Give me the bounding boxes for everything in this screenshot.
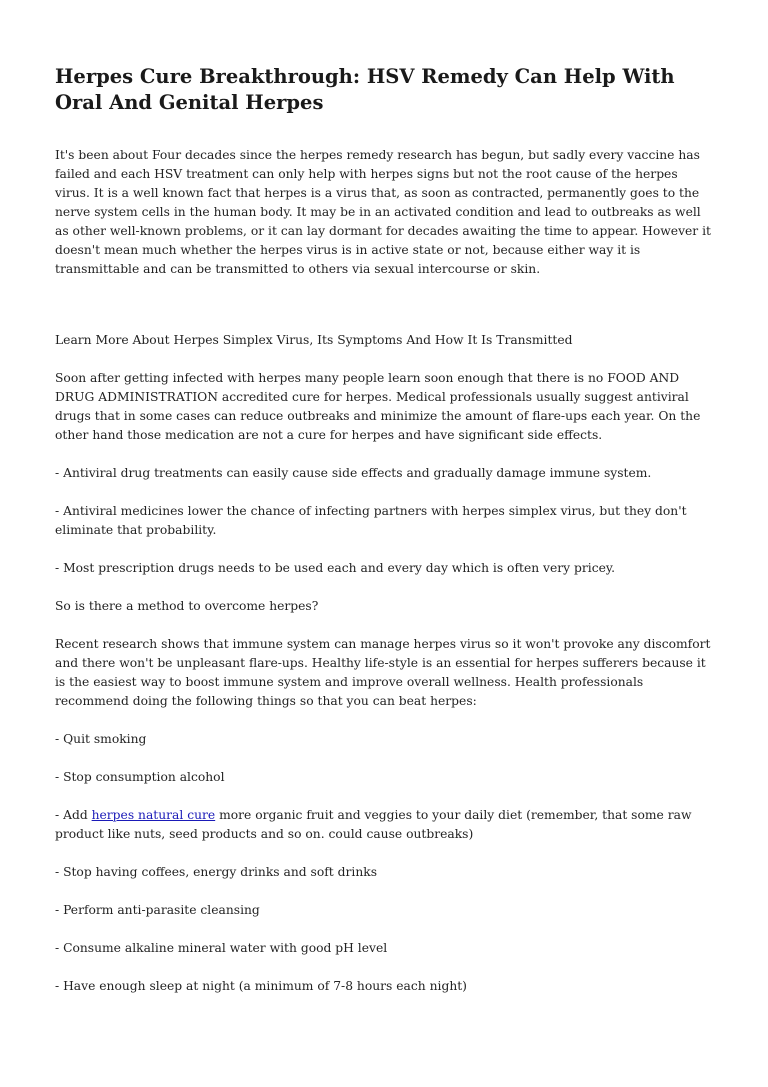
tip-add-prefix: - Add xyxy=(55,808,92,822)
tip-sleep: - Have enough sleep at night (a minimum of 7-8 hours each night) xyxy=(55,979,467,993)
tip-alkaline-water: - Consume alkaline mineral water with good pH level xyxy=(55,941,388,955)
bullet-side-effects: - Antiviral drug treatments can easily cause side effects and gradually damage immune system. xyxy=(55,466,652,480)
subheading: Learn More About Herpes Simplex Virus, Its Symptoms And How It Is Transmitted xyxy=(55,333,573,347)
herpes-natural-cure-link[interactable]: herpes natural cure xyxy=(91,808,216,822)
article-title: Herpes Cure Breakthrough: HSV Remedy Can Help With Oral And Genital Herpes xyxy=(55,65,675,114)
tip-add-suffix: more organic fruit and veggies to your daily diet (remember, that some raw product like nuts, seed products and so on. could cause outbreaks) xyxy=(55,808,692,841)
tip-stop-alcohol: - Stop consumption alcohol xyxy=(55,770,225,784)
bullet-pricey: - Most prescription drugs needs to be used each and every day which is often very pricey. xyxy=(55,561,616,575)
tip-cleansing: - Perform anti-parasite cleansing xyxy=(55,903,260,917)
tip-stop-coffee: - Stop having coffees, energy drinks and soft drinks xyxy=(55,865,378,879)
question-line: So is there a method to overcome herpes? xyxy=(55,599,319,613)
intro-paragraph: It's been about Four decades since the herpes remedy research has begun, but sadly every vaccine has failed and each HSV treatment can only help with herpes signs but not the root cause of the herpes virus. It is a well known fact that herpes is a virus that, as soon as contracted, permanently goes to the nerve system cells in the human body. It may be in an activated condition and lead to outbreaks as well as other well-known problems, or it can lay dormant for decades awaiting the time to appear. However it doesn't mean much whether the herpes virus is in active state or not, because either way it is transmittable and can be transmitted to others via sexual intercourse or skin. xyxy=(55,148,711,276)
tip-add-fruit xyxy=(55,806,715,844)
document-page xyxy=(55,64,715,996)
tip-quit-smoking: - Quit smoking xyxy=(55,732,147,746)
fda-paragraph: Soon after getting infected with herpes many people learn soon enough that there is no FOOD AND DRUG ADMINISTRATION accredited cure for herpes. Medical professionals usually suggest antiviral drugs that in some cases can reduce outbreaks and minimize the amount of flare-ups each year. On the other hand those medication are not a cure for herpes and have significant side effects. xyxy=(55,371,701,442)
research-paragraph: Recent research shows that immune system can manage herpes virus so it won't provoke any discomfort and there won't be unpleasant flare-ups. Healthy life-style is an essential for herpes sufferers because it is the easiest way to boost immune system and improve overall wellness. Health professionals recommend doing the following things so that you can beat herpes: xyxy=(55,637,711,708)
bullet-partners: - Antiviral medicines lower the chance of infecting partners with herpes simplex virus, but they don't eliminate that probability. xyxy=(55,504,687,537)
